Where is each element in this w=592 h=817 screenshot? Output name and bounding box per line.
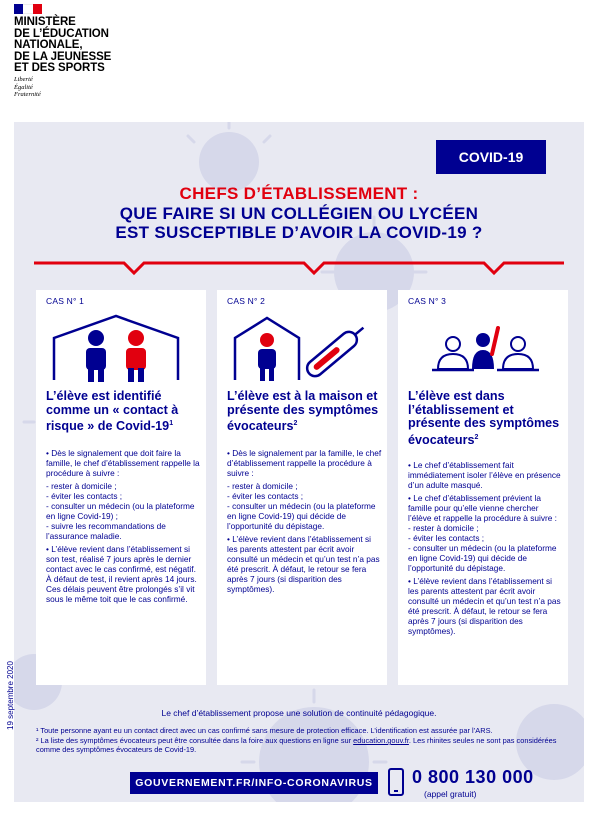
case-text: • Dès le signalement par la famille, le chef d’établissement rappelle la procédure à suivre : — [227, 448, 382, 478]
ministry-line: DE L’ÉDUCATION — [14, 27, 109, 40]
page-title — [14, 184, 584, 242]
students-in-class-icon — [408, 314, 558, 384]
case-text: - consulter un médecin (ou la plateforme en ligne Covid-19) qui décide de l’opportunité du dépistage. — [408, 543, 557, 573]
case-text: - éviter les contacts ; — [46, 491, 123, 501]
publication-date: 19 septembre 2020 — [6, 661, 15, 730]
french-flag-logo — [14, 4, 42, 14]
case-text: - éviter les contacts ; — [227, 491, 304, 501]
case-heading — [46, 390, 201, 434]
case-label: CAS N° 2 — [227, 296, 266, 306]
case-text: - consulter un médecin (ou la plateforme en ligne Covid-19) ; — [46, 501, 195, 521]
case-body — [46, 448, 201, 607]
header — [0, 0, 592, 115]
case-text: • Le chef d’établissement prévient la famille pour qu’elle vienne chercher l’élève et rappelle la procédure à suivre : — [408, 493, 557, 523]
government-website-link[interactable]: GOUVERNEMENT.FR/INFO-CORONAVIRUS — [130, 772, 378, 794]
case-heading-text: L’élève est à la maison et présente des symptômes évocateurs — [227, 389, 379, 434]
case-heading-text: L’élève est dans l’établissement et présente des symptômes évocateurs — [408, 389, 560, 447]
title-line-2: QUE FAIRE SI UN COLLÉGIEN OU LYCÉEN — [119, 204, 479, 223]
ministry-name — [14, 17, 111, 75]
covid-tag: COVID-19 — [436, 140, 546, 174]
case-label: CAS N° 1 — [46, 296, 85, 306]
title-line-3: EST SUSCEPTIBLE D’AVOIR LA COVID-19 ? — [115, 223, 483, 242]
motto-line: Égalité — [14, 83, 33, 91]
motto-line: Fraternité — [14, 91, 41, 98]
case-text: • Dès le signalement que doit faire la famille, le chef d’établissement rappelle la procédure à suivre : — [46, 448, 200, 478]
footnote-ref: 2 — [293, 420, 298, 427]
ministry-line: MINISTÈRE — [14, 16, 76, 28]
ministry-line: NATIONALE, — [14, 39, 83, 51]
case-heading — [408, 390, 563, 447]
phone-number[interactable]: 0 800 130 000 — [412, 767, 534, 787]
case-text: - rester à domicile ; — [46, 481, 117, 491]
footnote-text: . Les rhinites seules ne sont pas considérées comme des symptômes évocateurs de Covid-19. — [36, 736, 557, 754]
footnote-1: ¹ Toute personne ayant eu un contact direct avec un cas confirmé sans mesure de protection efficace. L’identification est assurée par l’ARS. — [36, 726, 493, 735]
footnote-ref: 2 — [474, 433, 479, 441]
footnote-text: ² La liste des symptômes évocateurs peut être consultée dans la foire aux questions en ligne sur — [36, 736, 354, 745]
case-label: CAS N° 3 — [408, 296, 447, 306]
case-card-2 — [217, 290, 387, 685]
title-line-1: CHEFS D’ÉTABLISSEMENT : — [179, 184, 419, 203]
two-students-in-house-icon — [46, 314, 196, 384]
ministry-line: ET DES SPORTS — [14, 62, 105, 74]
case-card-3 — [398, 290, 568, 685]
footnote-2 — [36, 736, 576, 754]
case-heading-text: L’élève est identifié comme un « contact à risque » de Covid-19 — [46, 389, 179, 434]
case-text: - suivre les recommandations de l’assurance maladie. — [46, 521, 166, 541]
case-text: - rester à domicile ; — [408, 523, 479, 533]
phone-note: (appel gratuit) — [424, 789, 477, 799]
education-link[interactable]: education.gouv.fr — [353, 736, 409, 745]
red-divider-with-arrows — [34, 260, 564, 276]
case-text: - consulter un médecin (ou la plateforme en ligne Covid-19) qui décide de l’opportunité du dépistage. — [227, 501, 376, 531]
continuity-note: Le chef d’établissement propose une solution de continuité pédagogique. — [161, 708, 437, 718]
case-card-1 — [36, 290, 206, 685]
case-text: • Le chef d’établissement fait immédiatement isoler l’élève en présence d’un adulte masqué. — [408, 460, 561, 490]
ministry-line: DE LA JEUNESSE — [14, 50, 112, 63]
phone-icon — [388, 768, 404, 796]
main-panel — [14, 122, 584, 802]
case-text: • L’élève revient dans l’établissement si les parents attestent par écrit avoir consulté un médecin et qu’un test n’a pas été prescrit. À défaut, le retour se fera après 7 jours (si disparition des symptômes). — [227, 534, 380, 594]
motto-line: Liberté — [14, 76, 33, 83]
republic-motto — [14, 76, 41, 99]
student-with-thermometer-icon — [227, 314, 377, 384]
case-heading — [227, 390, 382, 434]
case-text: - rester à domicile ; — [227, 481, 298, 491]
case-body — [408, 460, 563, 639]
case-text: • L’élève revient dans l’établissement si son test, réalisé 7 jours après le dernier contact avec le cas confirmé, est négatif. À défaut de test, il revient après 14 jours. Ces délais peuvent être prolongés s’il vit sous le même toit que le cas confirmé. — [46, 544, 197, 604]
case-text: • L’élève revient dans l’établissement si les parents attestent par écrit avoir consulté un médecin et qu’un test n’a pas été prescrit. À défaut, le retour se fera après 7 jours (si disparition des symptômes). — [408, 576, 561, 636]
case-body — [227, 448, 382, 597]
case-text: - éviter les contacts ; — [408, 533, 485, 543]
footnote-ref: 1 — [169, 420, 174, 427]
